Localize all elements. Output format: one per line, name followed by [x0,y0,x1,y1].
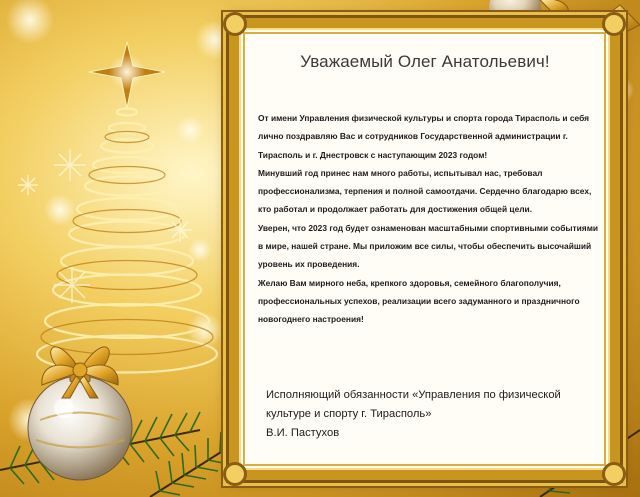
signature-name: В.И. Пастухов [266,427,340,439]
christmas-tree-icon [37,109,217,373]
signature-position: Исполняющий обязанности «Управления по физической культуре и спорту г. Тирасполь» [266,389,561,420]
ornament-ball-icon [28,372,132,480]
star-icon [89,42,165,108]
frame-corner-ornament [602,462,626,486]
frame-corner-ornament [223,12,247,36]
frame-corner-ornament [223,462,247,486]
greeting-paragraph: От имени Управления физической культуры и спорта города Тирасполь и себя лично поздравляю Вас и сотрудников Государственной администрации г. Тирасполь и г. Днестровск с наступающим 2023 годом! [258,113,590,160]
greeting-body [258,109,600,329]
frame-corner-ornament [602,12,626,36]
greeting-paragraph: Уверен, что 2023 год будет ознаменован масштабными спортивными событиями в мире, нашей стране. Мы приложим все силы, чтобы обеспечить высочайший уровень их проведения. [258,222,599,270]
greeting-paragraph: Минувший год принес нам много работы, испытывал нас, требовал профессионализма, терпения и полной самоотдачи. Сердечно благодарю всех, кто работал и продолжает работать для достижения общей цели. [258,167,592,215]
signature-block [266,386,602,443]
greeting-paragraph: Желаю Вам мирного неба, крепкого здоровья, семейного благополучия, профессиональных успехов, реализации всего задуманного и праздничного новогоднего настроения! [258,277,580,325]
greeting-title: Уважаемый Олег Анатольевич! [300,52,550,71]
